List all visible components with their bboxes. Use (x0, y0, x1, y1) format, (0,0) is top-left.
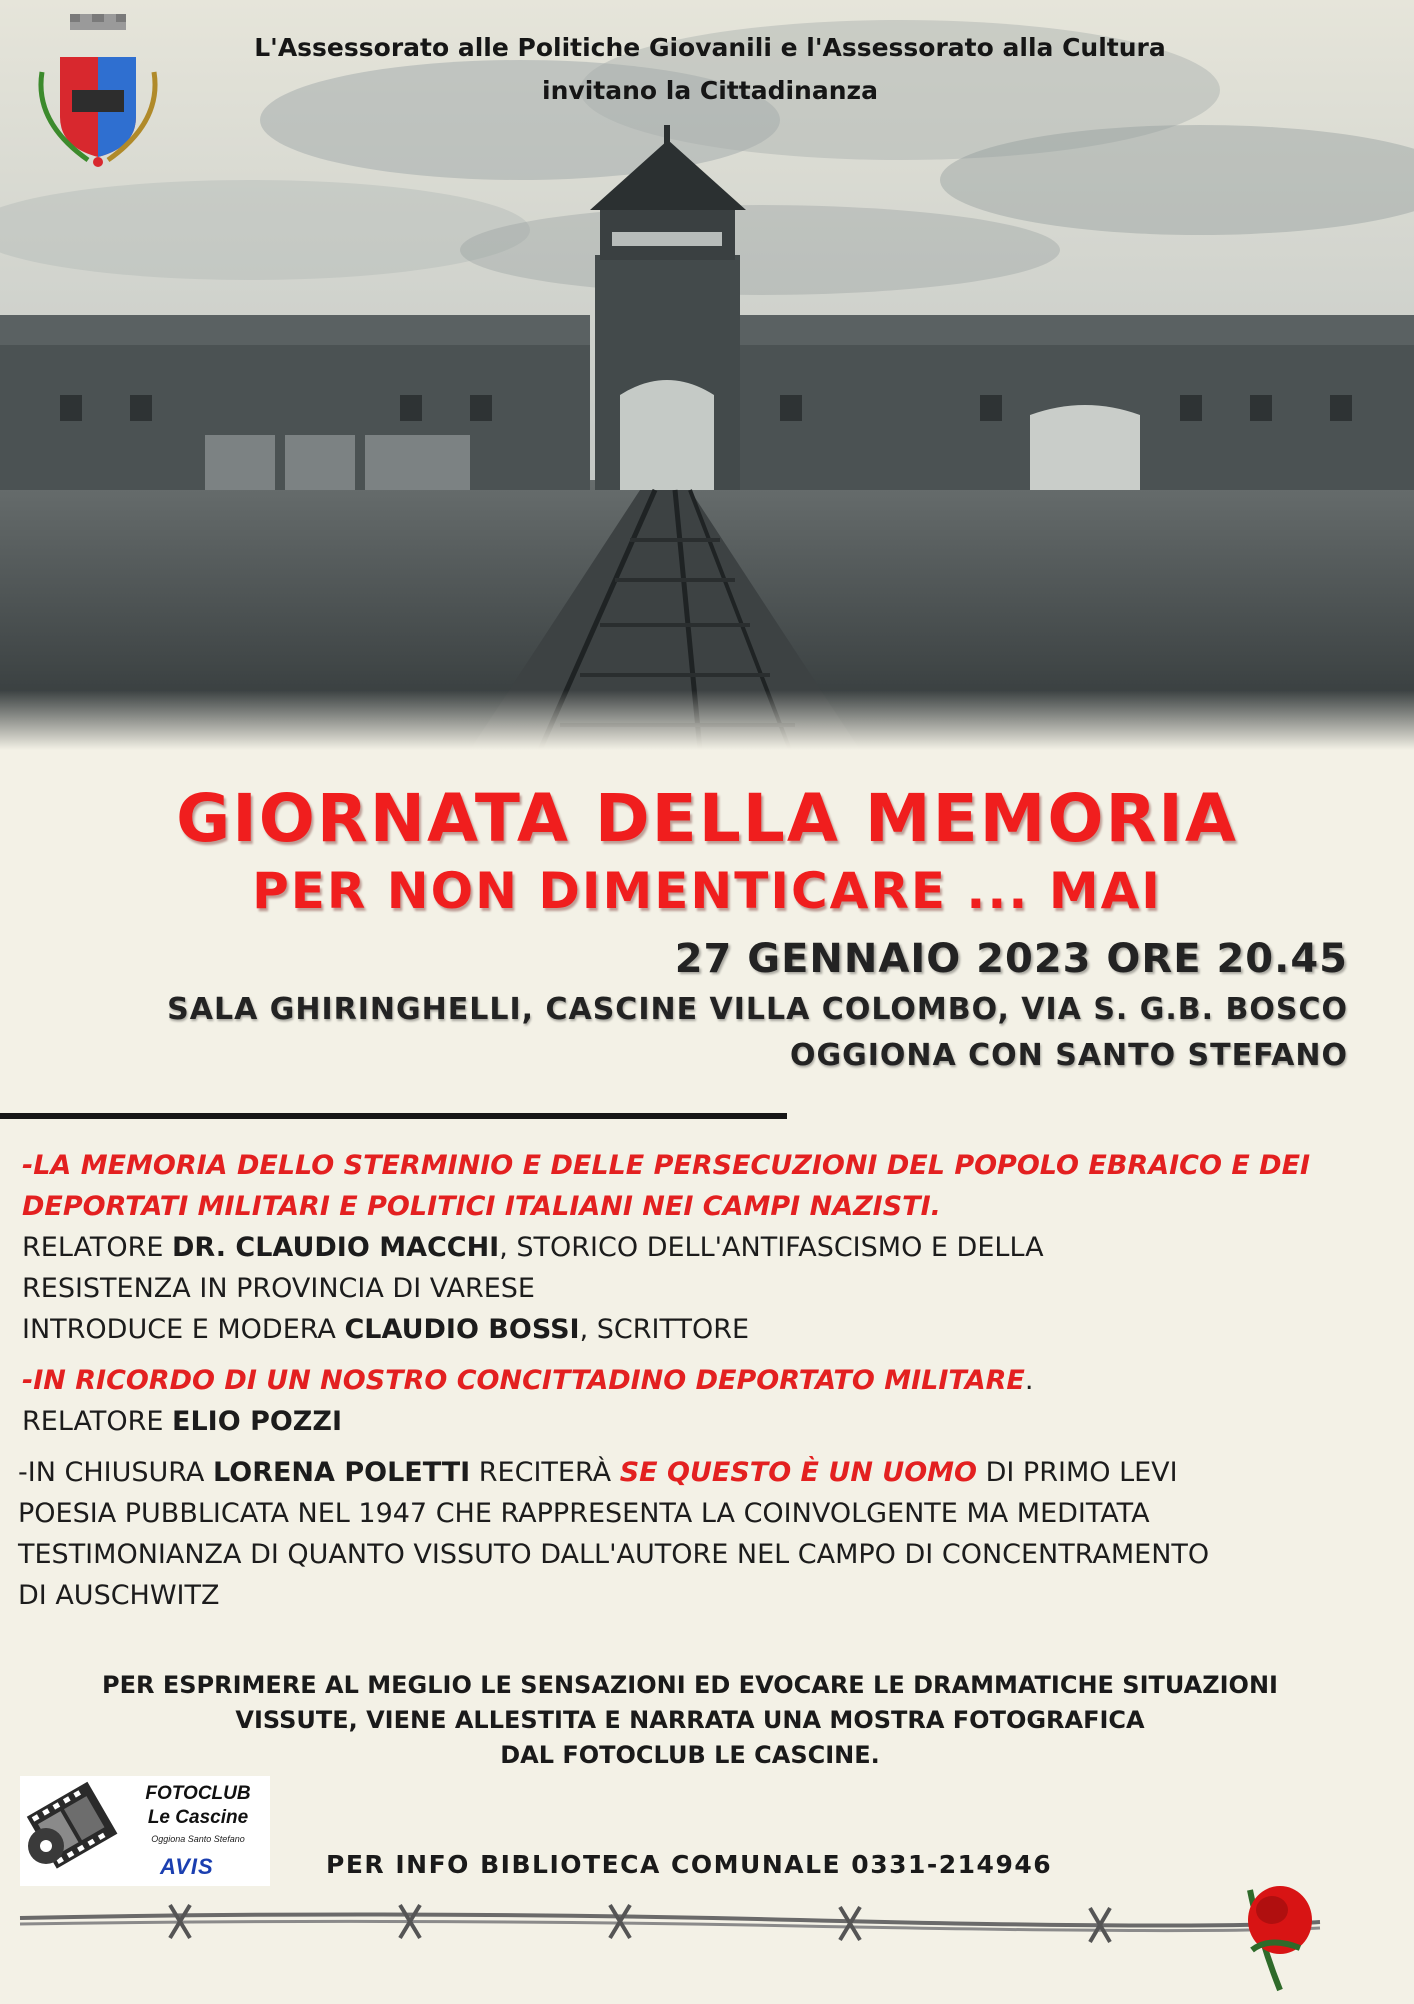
speaker-prefix: RELATORE (22, 1232, 173, 1263)
fotoclub-logo (20, 1776, 270, 1886)
program-item-3-line-2: POESIA PUBBLICATA NEL 1947 CHE RAPPRESENTA LA COINVOLGENTE MA MEDITATA (18, 1498, 1150, 1529)
moderator-prefix: INTRODUCE E MODERA (22, 1314, 345, 1345)
hero-photo (0, 0, 1414, 750)
program-item-2-title (22, 1360, 1392, 1401)
exhibition-note-line-3: DAL FOTOCLUB LE CASCINE. (500, 1741, 880, 1769)
event-title: GIORNATA DELLA MEMORIA (176, 780, 1238, 857)
exhibition-note-line-1: PER ESPRIMERE AL MEGLIO LE SENSAZIONI ED EVOCARE LE DRAMMATICHE SITUAZIONI (102, 1671, 1278, 1699)
moderator-name: CLAUDIO BOSSI (344, 1314, 580, 1345)
poem-author: DI PRIMO LEVI (977, 1457, 1178, 1488)
event-subtitle: PER NON DIMENTICARE ... MAI (252, 862, 1162, 920)
fotoclub-name-line-1: FOTOCLUB (145, 1783, 251, 1804)
program-item-1-speaker (22, 1227, 1392, 1268)
fotoclub-name (128, 1782, 268, 1830)
film-reel-icon (20, 1776, 125, 1886)
invitation-line-1: L'Assessorato alle Politiche Giovanili e l'Assessorato alla Cultura (254, 33, 1166, 62)
performer-name: LORENA POLETTI (213, 1457, 471, 1488)
speaker-name: DR. CLAUDIO MACCHI (172, 1232, 500, 1263)
event-venue: SALA GHIRINGHELLI, CASCINE VILLA COLOMBO, VIA S. G.B. BOSCO (167, 992, 1348, 1027)
section-divider (0, 1113, 787, 1119)
program-item-3-line-4: DI AUSCHWITZ (18, 1580, 220, 1611)
fotoclub-location: Oggiona Santo Stefano (151, 1834, 245, 1844)
program-item-1-title-line-1: -LA MEMORIA DELLO STERMINIO E DELLE PERSECUZIONI DEL POPOLO EBRAICO E DEI (22, 1150, 1311, 1181)
speaker-prefix: RELATORE (22, 1406, 173, 1437)
event-town: OGGIONA CON SANTO STEFANO (789, 1038, 1348, 1073)
speaker-name: ELIO POZZI (172, 1406, 343, 1437)
program-item-2-title-end: . (1024, 1365, 1034, 1396)
info-contact: PER INFO BIBLIOTECA COMUNALE 0331-214946 (326, 1850, 1053, 1879)
performer-verb: RECITERÀ (470, 1457, 620, 1488)
event-date-time: 27 GENNAIO 2023 ORE 20.45 (674, 936, 1348, 982)
exhibition-note (0, 1668, 1380, 1773)
municipal-crest-icon (28, 12, 168, 172)
program-item-3-line-1 (18, 1452, 1392, 1493)
poem-title: SE QUESTO È UN UOMO (619, 1457, 978, 1488)
program-item-2-title-text: -IN RICORDO DI UN NOSTRO CONCITTADINO DEPORTATO MILITARE (22, 1365, 1025, 1396)
fotoclub-name-line-2: Le Cascine (147, 1807, 249, 1828)
program-item-1-title-line-2: DEPORTATI MILITARI E POLITICI ITALIANI NEI CAMPI NAZISTI. (22, 1191, 941, 1222)
closing-prefix: -IN CHIUSURA (18, 1457, 213, 1488)
program-item-1-moderator (22, 1309, 1392, 1350)
invitation-text (160, 26, 1260, 112)
speaker-role: , STORICO DELL'ANTIFASCISMO E DELLA (499, 1232, 1044, 1263)
program-item-2-speaker (22, 1401, 1392, 1442)
program-item-1-speaker-role-cont: RESISTENZA IN PROVINCIA DI VARESE (22, 1273, 535, 1304)
avis-logo: AVIS (160, 1854, 214, 1879)
rose-icon (1248, 1886, 1312, 1990)
program (18, 1145, 1392, 1616)
moderator-role: , SCRITTORE (579, 1314, 750, 1345)
invitation-line-2: invitano la Cittadinanza (542, 76, 878, 105)
program-item-3-line-3: TESTIMONIANZA DI QUANTO VISSUTO DALL'AUTORE NEL CAMPO DI CONCENTRAMENTO (18, 1539, 1210, 1570)
barbed-wire-decoration (0, 1880, 1414, 2000)
exhibition-note-line-2: VISSUTE, VIENE ALLESTITA E NARRATA UNA MOSTRA FOTOGRAFICA (235, 1706, 1145, 1734)
